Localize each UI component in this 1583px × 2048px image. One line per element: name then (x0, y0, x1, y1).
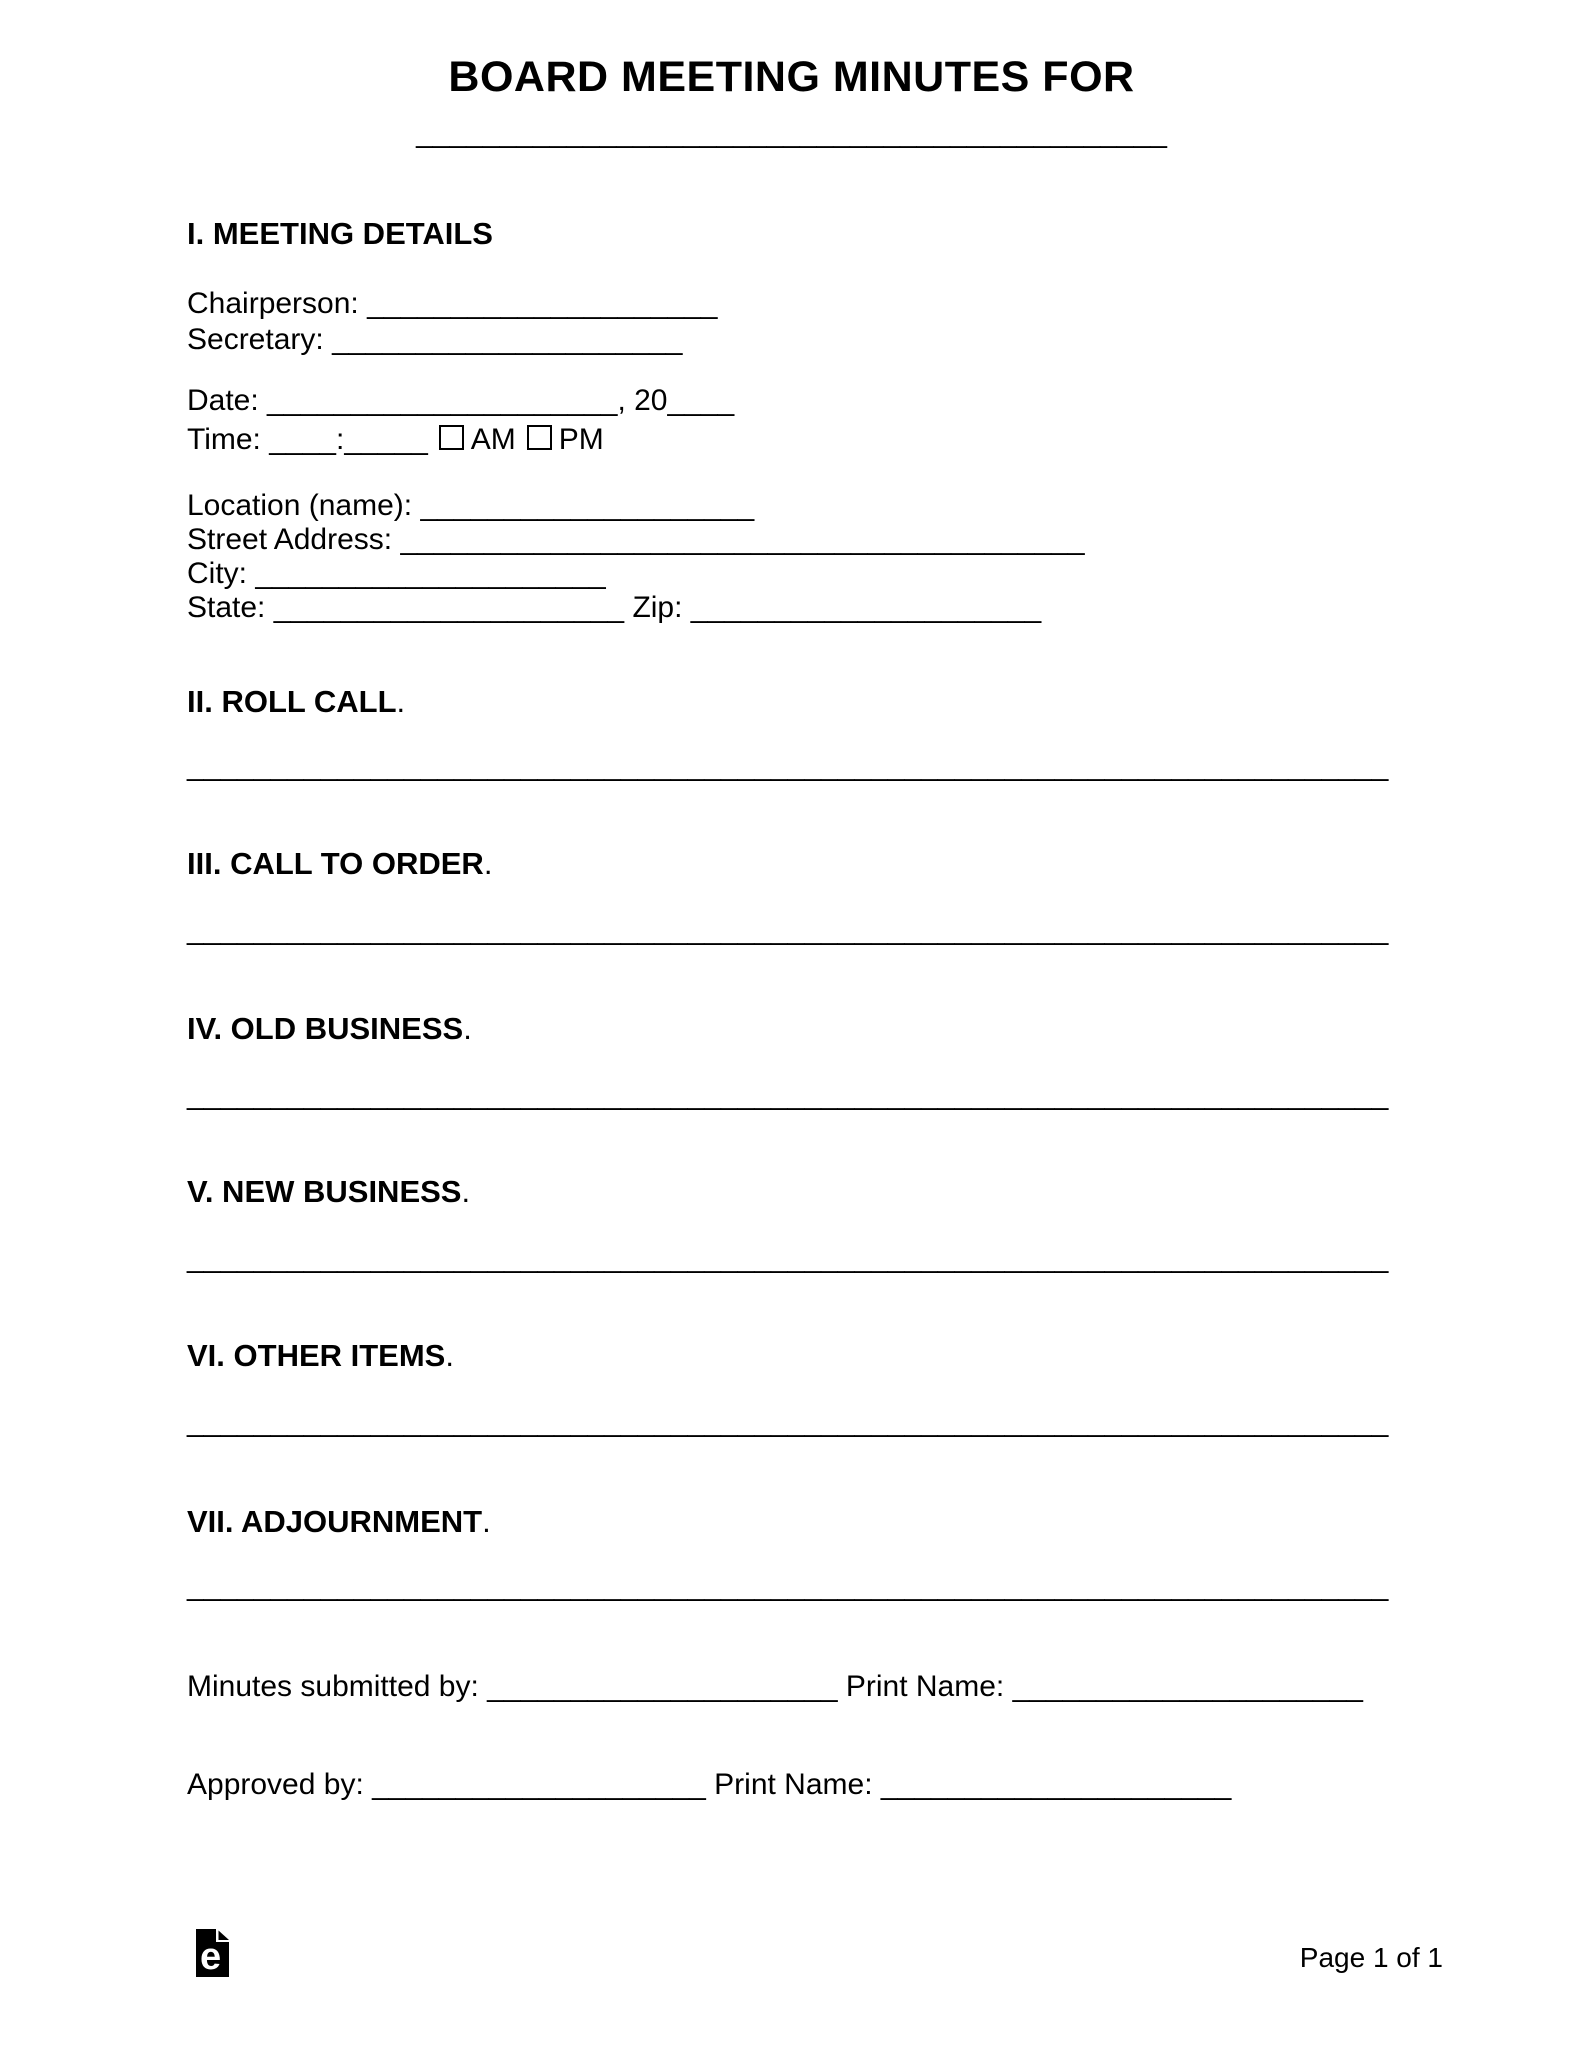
datetime-fields (187, 381, 734, 459)
minutes-submitted-blank[interactable]: _____________________ (487, 1670, 838, 1703)
section-heading-meeting-details: I. MEETING DETAILS (187, 216, 493, 251)
address-fields (187, 489, 1085, 625)
state-zip-field (187, 591, 1085, 625)
approved-by-blank[interactable]: ____________________ (372, 1768, 706, 1801)
street-label: Street Address: (187, 523, 401, 556)
people-fields (187, 286, 717, 358)
section-heading-period: . (461, 1174, 471, 1209)
time-hour-blank[interactable]: ____ (269, 423, 336, 456)
city-field (187, 557, 1085, 591)
date-label: Date: (187, 384, 268, 417)
location-field (187, 489, 1085, 523)
section-heading-period: . (463, 1011, 472, 1046)
old-business-blank-line[interactable]: ________________________________________________________________________ (187, 1078, 1389, 1111)
section-heading-other-items (187, 1338, 454, 1374)
date-blank[interactable]: _____________________ (267, 384, 618, 417)
approved-by-label: Approved by: (187, 1768, 373, 1801)
secretary-field (187, 322, 717, 358)
page-number-label: Page 1 of 1 (1299, 1942, 1443, 1973)
location-blank[interactable]: ____________________ (420, 489, 755, 522)
minutes-submitted-row (187, 1670, 1363, 1704)
section-heading-text: IV. OLD BUSINESS (187, 1011, 464, 1046)
secretary-blank[interactable]: _____________________ (332, 323, 683, 356)
am-label: AM (470, 423, 516, 456)
logo-letter: e (200, 1936, 222, 1977)
document-title: BOARD MEETING MINUTES FOR (448, 53, 1135, 101)
section-heading-period: . (396, 684, 406, 719)
chairperson-label: Chairperson: (187, 287, 368, 320)
section-heading-text: II. ROLL CALL (187, 684, 397, 719)
chairperson-field (187, 286, 717, 322)
new-business-blank-line[interactable]: ________________________________________________________________________ (187, 1241, 1389, 1274)
city-label: City: (187, 557, 256, 590)
section-heading-period: . (482, 1504, 491, 1539)
time-colon: : (335, 423, 345, 456)
street-blank[interactable]: _________________________________________ (400, 523, 1085, 556)
time-field (187, 420, 734, 459)
section-heading-roll-call (187, 684, 405, 720)
location-label: Location (name): (187, 489, 421, 522)
state-blank[interactable]: _____________________ (273, 591, 625, 624)
section-heading-text: VII. ADJOURNMENT (187, 1504, 483, 1539)
secretary-label: Secretary: (187, 323, 333, 356)
roll-call-blank-line[interactable]: ________________________________________________________________________ (187, 749, 1389, 782)
adjournment-blank-line[interactable]: ________________________________________________________________________ (187, 1569, 1389, 1602)
time-label: Time: (187, 423, 270, 456)
minutes-submitted-label: Minutes submitted by: (187, 1670, 488, 1703)
section-heading-call-to-order (187, 846, 492, 882)
title-blank-line[interactable]: _____________________________________________ (416, 116, 1167, 149)
pm-label: PM (558, 423, 604, 456)
section-heading-old-business (187, 1011, 472, 1047)
am-checkbox[interactable] (439, 425, 464, 450)
section-heading-text: VI. OTHER ITEMS (187, 1338, 446, 1373)
section-heading-text: V. NEW BUSINESS (187, 1174, 462, 1209)
other-items-blank-line[interactable]: ________________________________________________________________________ (187, 1405, 1389, 1438)
section-heading-text: III. CALL TO ORDER (187, 846, 484, 881)
date-field (187, 381, 734, 420)
submitted-print-name-blank[interactable]: _____________________ (1012, 1670, 1363, 1703)
chairperson-blank[interactable]: _____________________ (367, 287, 718, 320)
zip-label: Zip: (624, 591, 691, 624)
city-blank[interactable]: _____________________ (255, 557, 606, 590)
section-heading-new-business (187, 1174, 470, 1210)
approved-print-name-blank[interactable]: _____________________ (880, 1768, 1232, 1801)
state-label: State: (187, 591, 274, 624)
submitted-print-name-label: Print Name: (837, 1670, 1013, 1703)
section-heading-period: . (483, 846, 493, 881)
time-minute-blank[interactable]: _____ (344, 423, 428, 456)
zip-blank[interactable]: _____________________ (690, 591, 1042, 624)
call-to-order-blank-line[interactable]: ________________________________________________________________________ (187, 913, 1389, 946)
section-heading-period: . (445, 1338, 454, 1373)
date-year-prefix: , 20 (617, 384, 668, 417)
street-field (187, 523, 1085, 557)
pm-checkbox[interactable] (527, 425, 552, 450)
section-heading-adjournment (187, 1504, 491, 1540)
eforms-document-logo-icon (196, 1929, 229, 1977)
approved-by-row (187, 1768, 1231, 1802)
approved-print-name-label: Print Name: (705, 1768, 881, 1801)
date-year-blank[interactable]: ____ (667, 384, 735, 417)
